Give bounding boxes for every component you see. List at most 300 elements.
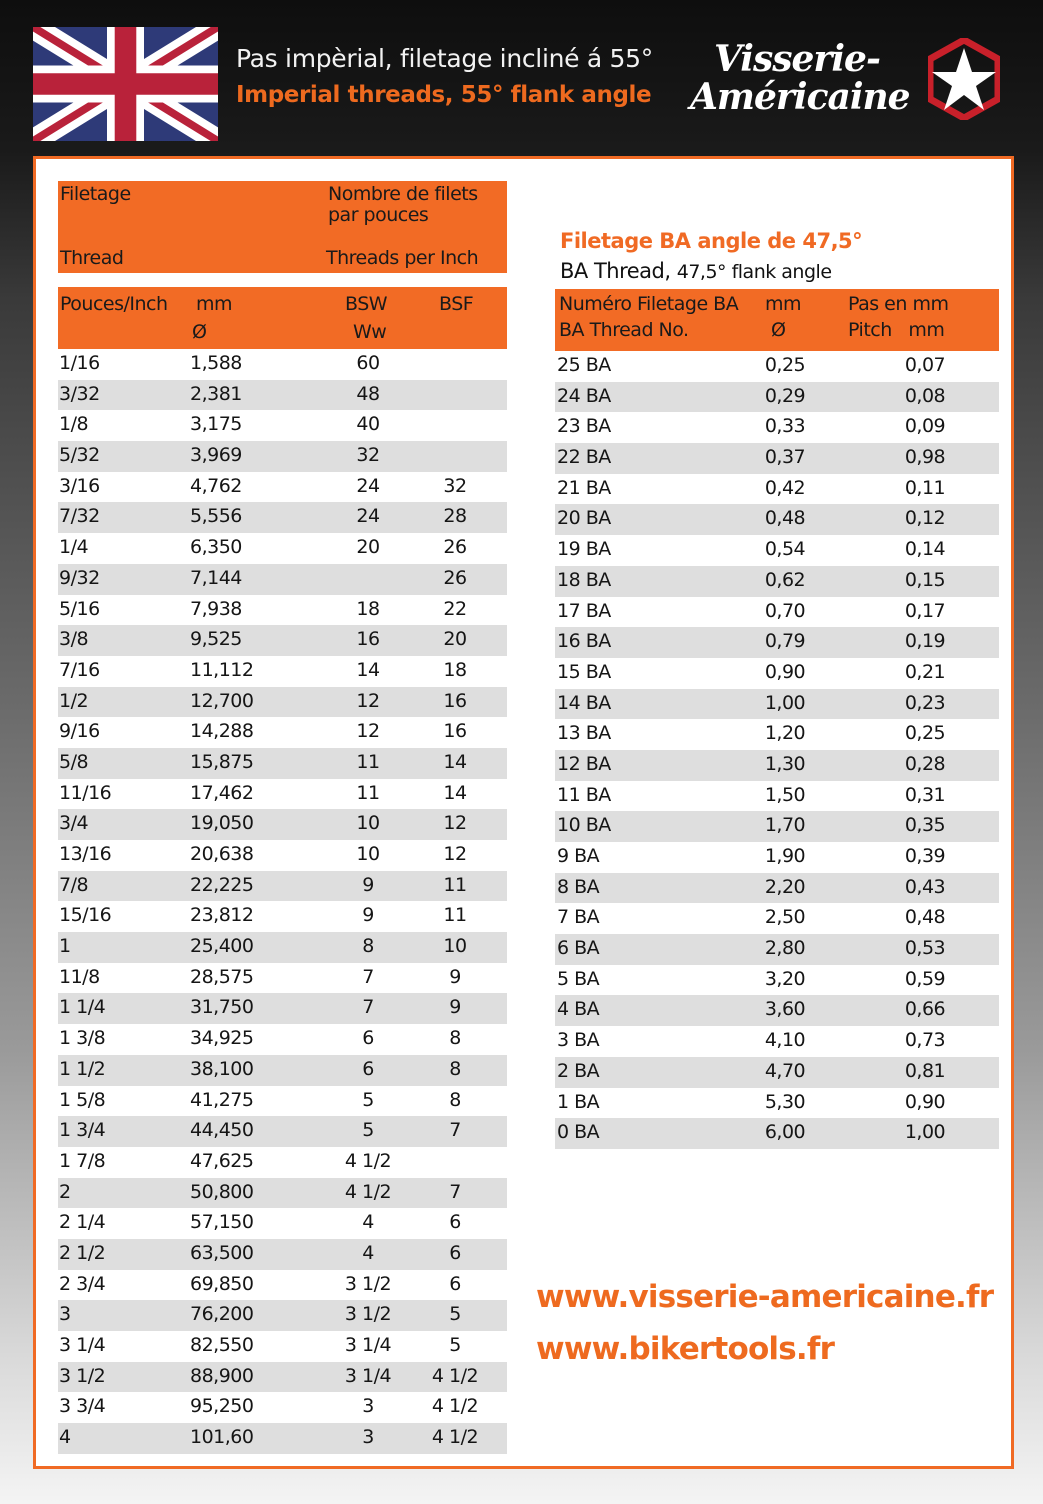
cell-mm: 7,938 [190,597,242,620]
cell-mm: 12,700 [190,689,254,712]
cell-bsw: 7 [362,996,374,1019]
cell-ba-mm: 3,20 [764,967,806,990]
cell-ba-number: 22 BA [557,446,611,469]
cell-ba-mm: 2,20 [764,875,806,898]
cell-ba-number: 2 BA [557,1059,600,1082]
cell-inch: 11/16 [59,781,112,804]
cell-ba-number: 9 BA [557,845,600,867]
cell-mm: 9,525 [190,628,242,651]
imperial-table-row [58,809,507,840]
cell-bsw: 11 [356,750,380,773]
cell-ba-number: 10 BA [557,814,611,837]
cell-pitch: 0,08 [904,384,946,407]
cell-bsw: 3 1/4 [344,1334,392,1356]
cell-pitch: 0,23 [904,691,946,714]
cell-mm: 57,150 [190,1211,254,1234]
cell-bsw: 60 [356,352,380,374]
cell-ba-mm: 1,70 [764,814,806,837]
cell-inch: 9/32 [59,566,100,589]
cell-inch: 2 3/4 [59,1272,106,1295]
imperial-table-row [58,993,507,1024]
cell-inch: 2 1/2 [59,1241,106,1264]
cell-bsf: 4 1/2 [431,1395,479,1418]
cell-bsf: 5 [449,1303,461,1326]
cell-pitch: 0,25 [904,722,946,745]
cell-inch: 7/32 [59,505,100,528]
cell-ba-number: 8 BA [557,875,600,898]
ba-thread-table [555,289,999,1149]
cell-pitch: 0,11 [904,476,946,499]
cell-bsw: 14 [356,658,380,681]
cell-bsw: 48 [356,382,380,405]
imperial-table-row [58,1178,507,1209]
cell-pitch: 0,17 [904,599,946,622]
cell-pitch: 0,90 [904,1090,946,1113]
cell-bsw: 4 1/2 [344,1180,392,1203]
ba-title-english-small: 47,5° flank angle [676,261,832,283]
cell-pitch: 0,66 [904,998,946,1021]
header-thread-fr: Filetage [60,183,131,205]
cell-mm: 1,588 [190,352,242,374]
cell-mm: 41,275 [190,1088,254,1111]
cell-bsf: 6 [449,1211,461,1234]
cell-mm: 95,250 [190,1395,254,1418]
cell-bsf: 6 [449,1241,461,1264]
imperial-thread-table [58,181,507,1454]
imperial-table-row [58,380,507,411]
cell-mm: 5,556 [190,505,242,528]
imperial-table-column-header [58,287,507,349]
cell-ba-number: 4 BA [557,998,600,1021]
header-tpi-fr-line1: Nombre de filets [328,183,478,205]
cell-ba-mm: 0,37 [764,446,806,469]
imperial-table-row [58,963,507,994]
ba-table-body [555,351,999,1149]
cell-bsf: 26 [443,536,467,559]
cell-inch: 1 7/8 [59,1149,106,1172]
cell-bsf: 8 [449,1088,461,1111]
cell-bsf: 28 [443,505,467,528]
cell-ba-number: 18 BA [557,568,611,591]
cell-mm: 4,762 [190,474,242,497]
imperial-table-row [58,932,507,963]
cell-mm: 23,812 [190,904,254,927]
col-ba-number-fr: Numéro Filetage BA [559,293,739,315]
cell-ba-number: 1 BA [557,1090,600,1113]
ba-table-row [555,1118,999,1149]
cell-ba-mm: 0,25 [764,354,806,376]
cell-mm: 3,969 [190,444,242,467]
cell-ba-number: 21 BA [557,476,611,499]
ba-table-row [555,597,999,628]
ba-title-french: Filetage BA angle de 47,5° [560,229,863,253]
cell-ba-mm: 3,60 [764,998,806,1021]
cell-inch: 1/16 [59,352,100,374]
imperial-table-row [58,1116,507,1147]
col-bsw-sub: Ww [353,321,387,343]
cell-mm: 44,450 [190,1119,254,1142]
col-bsf: BSF [439,293,474,315]
imperial-table-row [58,1208,507,1239]
ba-table-row [555,750,999,781]
cell-ba-mm: 0,62 [764,568,806,591]
cell-inch: 9/16 [59,720,100,743]
cell-bsf: 32 [443,474,467,497]
cell-ba-mm: 1,20 [764,722,806,745]
cell-mm: 63,500 [190,1241,254,1264]
imperial-table-row [58,717,507,748]
imperial-table-row [58,656,507,687]
cell-pitch: 0,53 [904,937,946,960]
cell-inch: 1 5/8 [59,1088,106,1111]
cell-ba-mm: 4,10 [764,1029,806,1052]
ba-table-row [555,535,999,566]
cell-bsf: 7 [449,1119,461,1142]
cell-ba-number: 0 BA [557,1121,600,1144]
cell-bsw: 3 1/4 [344,1364,392,1387]
cell-pitch: 0,19 [904,630,946,653]
cell-inch: 2 1/4 [59,1211,106,1234]
ba-table-row [555,412,999,443]
cell-mm: 101,60 [190,1426,254,1449]
header-thread-en: Thread [60,247,124,269]
imperial-table-row [58,1239,507,1270]
cell-bsf: 8 [449,1027,461,1050]
cell-inch: 1/8 [59,413,89,436]
cell-mm: 76,200 [190,1303,254,1326]
ba-table-row [555,995,999,1026]
ba-table-row [555,719,999,750]
cell-mm: 25,400 [190,935,254,958]
imperial-table-row [58,1055,507,1086]
col-ba-mm: mm [765,293,802,315]
ba-table-row [555,474,999,505]
cell-bsw: 24 [356,505,380,528]
cell-bsf: 11 [443,873,467,896]
cell-bsf: 12 [443,812,467,835]
col-bsw: BSW [345,293,388,315]
cell-mm: 14,288 [190,720,254,743]
ba-table-row [555,689,999,720]
header-tpi-fr-line2: par pouces [328,204,429,226]
cell-ba-number: 25 BA [557,354,611,376]
cell-mm: 3,175 [190,413,242,436]
ba-table-row [555,566,999,597]
cell-pitch: 0,09 [904,415,946,438]
cell-inch: 1 3/8 [59,1027,106,1050]
cell-bsf: 26 [443,566,467,589]
ba-table-row [555,1088,999,1119]
cell-ba-mm: 1,50 [764,783,806,806]
ba-table-row [555,842,999,873]
imperial-table-row [58,871,507,902]
imperial-table-row [58,410,507,441]
cell-bsw: 12 [356,689,380,712]
title-english: Imperial threads, 55° flank angle [236,82,652,108]
cell-inch: 1/2 [59,689,89,712]
cell-inch: 3/16 [59,474,100,497]
imperial-table-row [58,1392,507,1423]
logo-text-line2: Américaine [690,76,910,118]
col-mm: mm [196,293,233,315]
col-ba-mm-symbol: Ø [771,319,786,341]
cell-mm: 69,850 [190,1272,254,1295]
imperial-table-row [58,441,507,472]
col-pitch-en: Pitch mm [848,319,945,341]
title-french: Pas impèrial, filetage incliné á 55° [236,44,653,73]
cell-inch: 15/16 [59,904,112,927]
cell-mm: 38,100 [190,1057,254,1080]
cell-ba-number: 11 BA [557,783,611,806]
imperial-table-row [58,595,507,626]
header-tpi-en: Threads per Inch [326,247,479,269]
cell-inch: 5/32 [59,444,100,467]
cell-pitch: 0,35 [904,814,946,837]
cell-mm: 11,112 [190,658,254,681]
cell-bsf: 6 [449,1272,461,1295]
cell-inch: 1/4 [59,536,89,559]
ba-table-row [555,781,999,812]
cell-ba-mm: 1,90 [764,845,806,867]
cell-bsf: 5 [449,1334,461,1356]
cell-bsw: 12 [356,720,380,743]
cell-inch: 3/4 [59,812,89,835]
website-link-bikertools[interactable]: www.bikertools.fr [536,1331,835,1367]
cell-inch: 1 [59,935,71,958]
cell-inch: 3 [59,1303,71,1326]
logo-text-line1: Visserie- [714,38,880,80]
cell-pitch: 0,21 [904,660,946,683]
cell-ba-number: 24 BA [557,384,611,407]
cell-ba-mm: 0,70 [764,599,806,622]
cell-inch: 11/8 [59,965,100,988]
imperial-table-row [58,901,507,932]
cell-bsf: 8 [449,1057,461,1080]
cell-inch: 3/8 [59,628,89,651]
cell-bsf: 22 [443,597,467,620]
ba-table-row [555,627,999,658]
cell-bsf: 4 1/2 [431,1426,479,1449]
cell-ba-mm: 0,29 [764,384,806,407]
cell-bsw: 6 [362,1027,374,1050]
col-ba-number-en: BA Thread No. [559,319,689,341]
content-panel [33,156,1014,1469]
cell-ba-mm: 4,70 [764,1059,806,1082]
cell-bsf: 16 [443,689,467,712]
cell-ba-number: 3 BA [557,1029,600,1052]
cell-bsf: 9 [449,965,461,988]
cell-bsf: 16 [443,720,467,743]
cell-inch: 3 1/2 [59,1364,106,1387]
cell-mm: 15,875 [190,750,254,773]
cell-bsw: 4 [362,1241,374,1264]
cell-inch: 1 1/2 [59,1057,106,1080]
cell-bsw: 3 1/2 [344,1272,392,1295]
cell-inch: 13/16 [59,843,112,865]
cell-ba-number: 12 BA [557,752,611,775]
cell-ba-mm: 1,30 [764,752,806,775]
cell-bsw: 3 1/2 [344,1303,392,1326]
cell-inch: 3/32 [59,382,100,405]
cell-pitch: 0,48 [904,906,946,929]
imperial-table-row [58,748,507,779]
cell-ba-number: 20 BA [557,507,611,530]
cell-bsw: 32 [356,444,380,467]
cell-bsw: 5 [362,1088,374,1111]
imperial-table-row [58,1086,507,1117]
imperial-table-row [58,564,507,595]
cell-mm: 19,050 [190,812,254,835]
cell-pitch: 0,14 [904,538,946,561]
cell-pitch: 0,28 [904,752,946,775]
ba-table-row [555,382,999,413]
cell-bsw: 4 [362,1211,374,1234]
cell-inch: 1 3/4 [59,1119,106,1142]
cell-inch: 5/8 [59,750,89,773]
cell-bsw: 10 [356,843,380,865]
imperial-table-row [58,840,507,871]
cell-bsw: 9 [362,873,374,896]
cell-bsw: 20 [356,536,380,559]
cell-bsw: 3 [362,1395,374,1418]
cell-ba-mm: 2,80 [764,937,806,960]
cell-mm: 34,925 [190,1027,254,1050]
imperial-table-row [58,625,507,656]
cell-inch: 3 3/4 [59,1395,106,1418]
col-pitch-fr: Pas en mm [848,293,949,315]
cell-bsf: 12 [443,843,467,865]
ba-title-english-main: BA Thread, [560,259,671,283]
cell-ba-mm: 0,42 [764,476,806,499]
cell-pitch: 1,00 [904,1121,946,1144]
imperial-table-row [58,1270,507,1301]
cell-ba-number: 13 BA [557,722,611,745]
ba-table-row [555,443,999,474]
brand-logo [688,36,1008,126]
imperial-table-body [58,349,507,1454]
cell-bsw: 40 [356,413,380,436]
imperial-table-row [58,502,507,533]
imperial-table-group-header [58,181,507,273]
cell-pitch: 0,81 [904,1059,946,1082]
imperial-table-row [58,779,507,810]
cell-ba-mm: 2,50 [764,906,806,929]
website-link-visserie[interactable]: www.visserie-americaine.fr [536,1279,994,1315]
ba-title-english [560,259,832,283]
cell-mm: 22,225 [190,873,254,896]
cell-mm: 88,900 [190,1364,254,1387]
cell-bsf: 7 [449,1180,461,1203]
union-jack-flag-icon [33,27,218,141]
cell-bsw: 6 [362,1057,374,1080]
cell-mm: 17,462 [190,781,254,804]
cell-ba-mm: 0,33 [764,415,806,438]
imperial-table-row [58,349,507,380]
cell-mm: 31,750 [190,996,254,1019]
col-inch: Pouces/Inch [60,293,168,315]
ba-table-row [555,1057,999,1088]
ba-table-row [555,351,999,382]
ba-table-row [555,903,999,934]
cell-bsf: 9 [449,996,461,1019]
cell-pitch: 0,73 [904,1029,946,1052]
cell-inch: 7/16 [59,658,100,681]
imperial-table-row [58,1423,507,1454]
ba-table-row [555,965,999,996]
cell-bsf: 14 [443,750,467,773]
cell-bsf: 14 [443,781,467,804]
cell-bsf: 11 [443,904,467,927]
cell-ba-mm: 0,48 [764,507,806,530]
cell-pitch: 0,43 [904,875,946,898]
cell-ba-number: 6 BA [557,937,600,960]
cell-bsw: 4 1/2 [344,1149,392,1172]
ba-table-row [555,504,999,535]
cell-ba-mm: 5,30 [764,1090,806,1113]
cell-bsw: 8 [362,935,374,958]
cell-ba-number: 7 BA [557,906,600,929]
cell-pitch: 0,59 [904,967,946,990]
cell-bsf: 10 [443,935,467,958]
cell-bsf: 4 1/2 [431,1364,479,1387]
imperial-table-row [58,1331,507,1362]
cell-bsw: 24 [356,474,380,497]
cell-inch: 7/8 [59,873,89,896]
ba-table-row [555,811,999,842]
imperial-table-row [58,687,507,718]
cell-pitch: 0,98 [904,446,946,469]
cell-bsw: 9 [362,904,374,927]
imperial-table-row [58,533,507,564]
imperial-table-row [58,1300,507,1331]
cell-mm: 20,638 [190,843,254,865]
cell-bsw: 3 [362,1426,374,1449]
cell-bsw: 11 [356,781,380,804]
cell-bsw: 10 [356,812,380,835]
cell-ba-mm: 0,79 [764,630,806,653]
star-badge-icon [928,38,1000,120]
ba-table-row [555,1026,999,1057]
cell-inch: 5/16 [59,597,100,620]
ba-table-row [555,658,999,689]
cell-pitch: 0,07 [904,354,946,376]
ba-table-row [555,873,999,904]
cell-ba-mm: 6,00 [764,1121,806,1144]
cell-ba-mm: 0,54 [764,538,806,561]
cell-mm: 50,800 [190,1180,254,1203]
cell-mm: 6,350 [190,536,242,559]
cell-ba-number: 16 BA [557,630,611,653]
cell-bsf: 20 [443,628,467,651]
imperial-table-row [58,1024,507,1055]
cell-bsw: 18 [356,597,380,620]
cell-ba-number: 14 BA [557,691,611,714]
cell-bsw: 7 [362,965,374,988]
cell-bsf: 18 [443,658,467,681]
cell-ba-number: 5 BA [557,967,600,990]
cell-ba-mm: 0,90 [764,660,806,683]
ba-table-column-header [555,289,999,351]
imperial-table-row [58,472,507,503]
cell-mm: 2,381 [190,382,242,405]
ba-table-row [555,934,999,965]
cell-bsw: 16 [356,628,380,651]
cell-inch: 1 1/4 [59,996,106,1019]
cell-pitch: 0,39 [904,845,946,867]
cell-pitch: 0,31 [904,783,946,806]
cell-ba-number: 23 BA [557,415,611,438]
cell-inch: 3 1/4 [59,1334,106,1356]
